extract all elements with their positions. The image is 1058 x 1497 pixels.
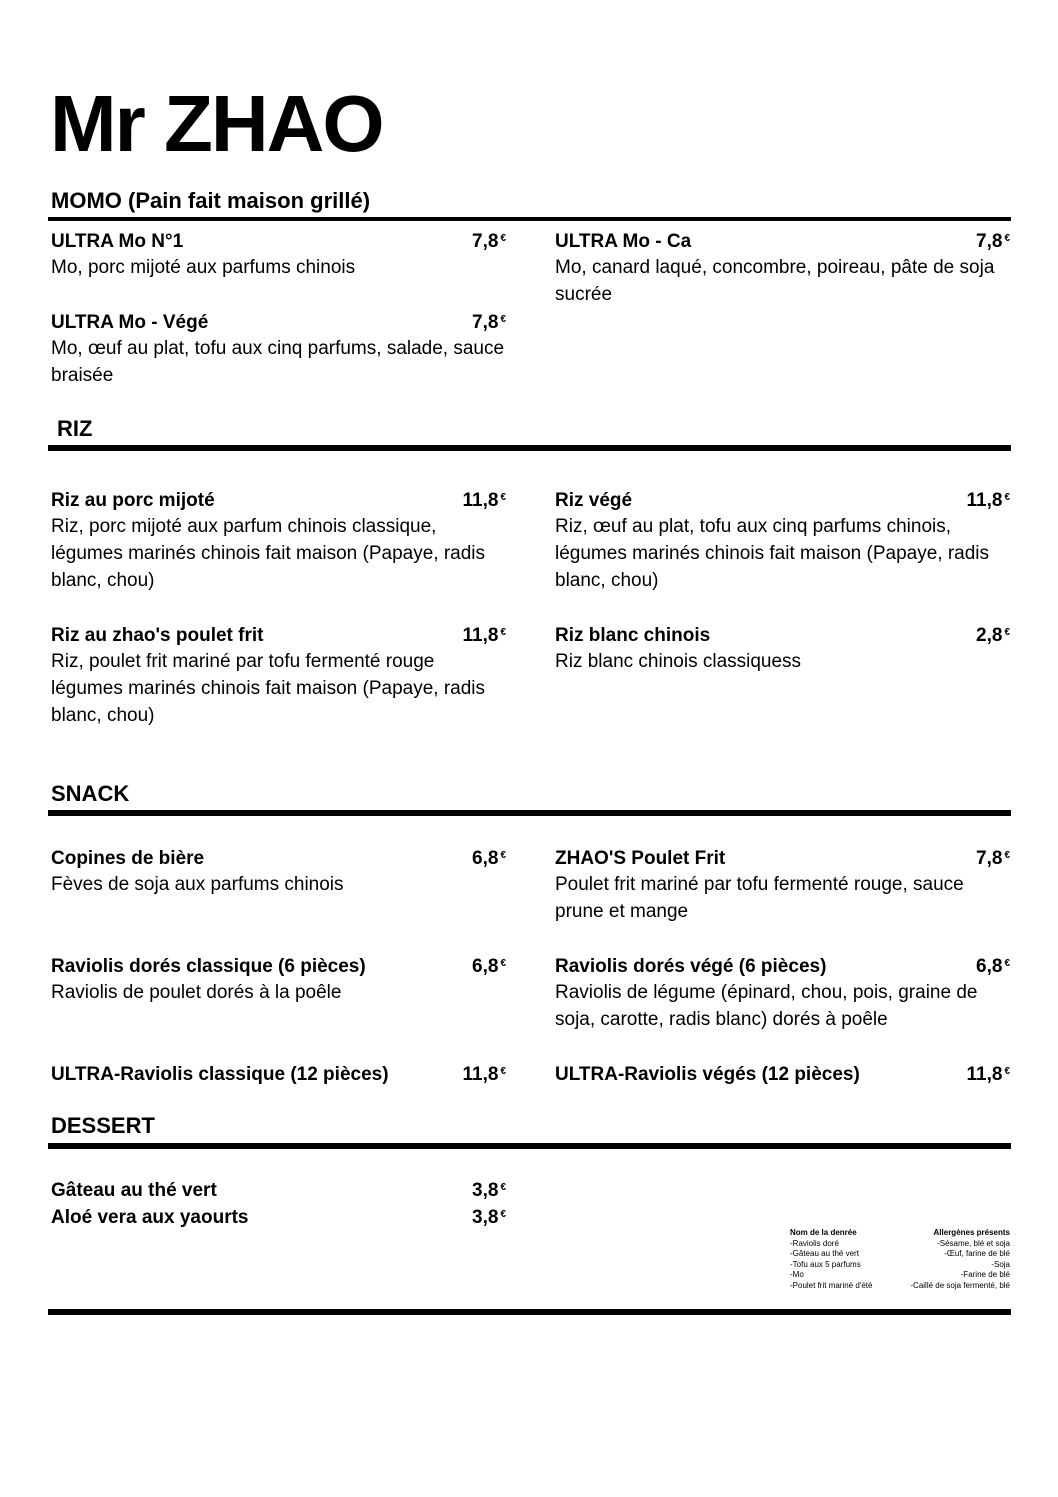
item-name: Riz au zhao's poulet frit <box>51 625 264 646</box>
section-title-momo: MOMO (Pain fait maison grillé) <box>51 188 371 213</box>
item-name: ULTRA Mo - Ca <box>555 231 692 252</box>
section-divider <box>48 810 1011 816</box>
menu-item <box>555 951 1010 1033</box>
menu-item <box>51 307 506 389</box>
item-name: Riz végé <box>555 490 633 511</box>
item-name: Gâteau au thé vert <box>51 1180 217 1201</box>
item-description: Mo, canard laqué, concombre, poireau, pâte de soja sucrée <box>555 257 995 305</box>
item-price: 6,8 € <box>472 956 506 977</box>
item-name: ULTRA Mo - Végé <box>51 312 209 333</box>
item-price: 11,8 € <box>966 490 1010 511</box>
item-name: Copines de bière <box>51 848 205 869</box>
item-price: 11,8 € <box>462 1064 506 1085</box>
menu-item <box>555 620 1010 675</box>
allergen-list: -Farine de blé <box>960 1270 1010 1279</box>
section-title-snack: SNACK <box>51 781 130 806</box>
allergen-food: -Gâteau au thé vert <box>790 1249 859 1258</box>
menu-item <box>51 485 506 594</box>
menu-item <box>555 1059 1010 1087</box>
section-divider <box>48 445 1011 451</box>
menu-item <box>51 620 506 729</box>
allergen-table <box>790 1228 1010 1291</box>
allergen-food: -Tofu aux 5 parfums <box>790 1259 861 1269</box>
item-price: 2,8 € <box>976 625 1010 646</box>
item-description: Raviolis de légume (épinard, chou, pois, graine de soja, carotte, radis blanc) dorés à poêle <box>555 982 978 1030</box>
item-price: 7,8 € <box>976 848 1010 869</box>
menu-item <box>51 843 506 898</box>
menu-item <box>51 1202 506 1230</box>
footer-divider <box>48 1309 1011 1315</box>
item-description: Poulet frit mariné par tofu fermenté rouge, sauce prune et mange <box>555 874 964 922</box>
item-price: 6,8 € <box>976 956 1010 977</box>
item-name: ULTRA-Raviolis classique (12 pièces) <box>51 1064 389 1085</box>
item-name: Raviolis dorés classique (6 pièces) <box>51 956 366 977</box>
allergen-list: -Œuf, farine de blé <box>944 1249 1010 1258</box>
item-description: Mo, œuf au plat, tofu aux cinq parfums, salade, sauce braisée <box>51 338 505 386</box>
allergen-header <box>790 1228 1010 1239</box>
item-name: Aloé vera aux yaourts <box>51 1207 249 1228</box>
allergen-food: -Raviolis doré <box>790 1238 839 1248</box>
item-description: Riz, œuf au plat, tofu aux cinq parfums chinois, légumes marinés chinois fait maison (Papaye, radis blanc, chou) <box>555 516 990 591</box>
allergen-header-food: Nom de la denrée <box>790 1228 857 1237</box>
item-name: ZHAO'S Poulet Frit <box>555 848 726 869</box>
item-name: ULTRA-Raviolis végés (12 pièces) <box>555 1064 860 1085</box>
menu-item <box>51 1059 506 1087</box>
item-price: 7,8 € <box>472 312 506 333</box>
restaurant-name: Mr ZHAO <box>50 79 383 168</box>
section-divider <box>48 1143 1011 1149</box>
section-divider <box>48 217 1011 221</box>
item-price: 11,8 € <box>462 490 506 511</box>
item-description: Riz blanc chinois classiquess <box>555 651 802 672</box>
section-title-dessert: DESSERT <box>51 1113 155 1138</box>
allergen-row <box>790 1270 1010 1281</box>
item-price: 7,8 € <box>976 231 1010 252</box>
item-price: 3,8 € <box>472 1207 506 1228</box>
item-name: ULTRA Mo N°1 <box>51 231 184 252</box>
item-price: 11,8 € <box>966 1064 1010 1085</box>
item-price: 3,8 € <box>472 1180 506 1201</box>
allergen-food: -Poulet frit mariné d'été <box>790 1280 873 1290</box>
section-title-riz: RIZ <box>57 416 93 441</box>
allergen-row <box>790 1239 1010 1250</box>
item-name: Raviolis dorés végé (6 pièces) <box>555 956 827 977</box>
item-description: Fèves de soja aux parfums chinois <box>51 874 344 895</box>
allergen-row <box>790 1249 1010 1260</box>
menu-item <box>51 226 506 281</box>
item-name: Riz blanc chinois <box>555 625 711 646</box>
menu-item <box>555 843 1010 925</box>
item-price: 11,8 € <box>462 625 506 646</box>
allergen-header-allergens: Allergènes présents <box>933 1228 1010 1237</box>
menu-item <box>555 226 1010 308</box>
item-price: 6,8 € <box>472 848 506 869</box>
allergen-list: -Caillé de soja fermenté, blé <box>910 1280 1010 1290</box>
item-description: Riz, porc mijoté aux parfum chinois classique, légumes marinés chinois fait maison (Papaye, radis blanc, chou) <box>51 516 486 591</box>
item-price: 7,8 € <box>472 231 506 252</box>
allergen-row <box>790 1260 1010 1271</box>
menu-item <box>51 951 506 1006</box>
item-name: Riz au porc mijoté <box>51 490 215 511</box>
item-description: Riz, poulet frit mariné par tofu fermenté rouge légumes marinés chinois fait maison (Papaye, radis blanc, chou) <box>51 651 486 726</box>
allergen-list: -Sésame, blé et soja <box>937 1238 1010 1248</box>
item-description: Mo, porc mijoté aux parfums chinois <box>51 257 356 278</box>
menu-item <box>555 485 1010 594</box>
menu-item <box>51 1175 506 1203</box>
item-description: Raviolis de poulet dorés à la poêle <box>51 982 342 1003</box>
allergen-list: -Soja <box>991 1259 1010 1269</box>
allergen-food: -Mo <box>790 1270 804 1279</box>
allergen-row <box>790 1281 1010 1292</box>
